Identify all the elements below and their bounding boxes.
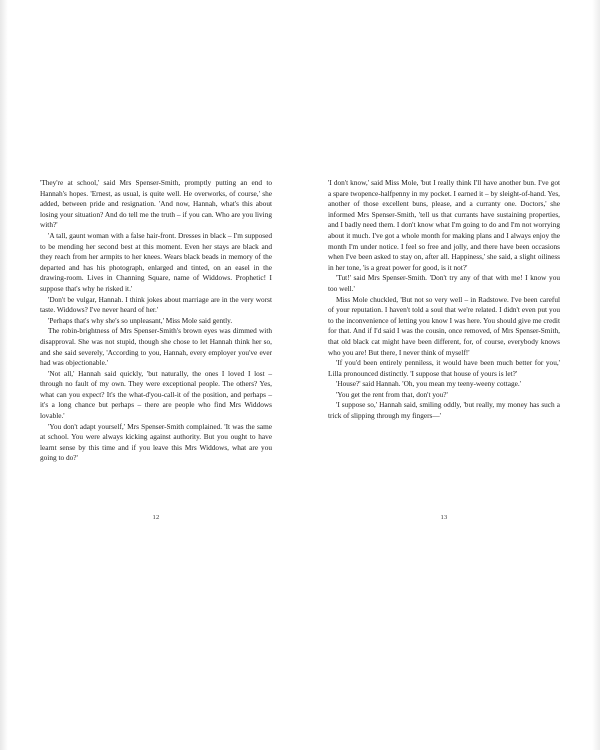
paragraph: The robin-brightness of Mrs Spenser-Smith's brown eyes was dimmed with disapproval. She was not stupid, though she chose to let Hannah think her so, and she said severely, 'According to you, Hannah, every employer you've ever had was objectionable.' xyxy=(40,326,272,368)
paragraph: 'House?' said Hannah. 'Oh, you mean my teeny-weeny cottage.' xyxy=(336,379,521,389)
right-page xyxy=(328,178,560,578)
paragraph: 'A tall, gaunt woman with a false hair-front. Dresses in black – I'm supposed to be mending her second best at this moment. Even her stays are black and they reach from her armpits to her knees. Wears black beads in memory of the departed and has his photograph, enlarged and tinted, on an easel in the drawing-room. Lives in Channing Square, name of Widdows. Prophetic! I suppose that's why he risked it.' xyxy=(40,230,272,293)
paragraph: 'Don't be vulgar, Hannah. I think jokes about marriage are in the very worst taste. Widdows? I've never heard of her.' xyxy=(40,294,272,315)
right-page-text xyxy=(328,178,560,422)
paragraph: 'You get the rent from that, don't you?' xyxy=(336,389,448,399)
paragraph: 'They're at school,' said Mrs Spenser-Smith, promptly putting an end to Hannah's hopes. 'Ernest, as usual, is quite well. He overworks, of course,' she added, between pride and resignation. 'And now, Hannah, what's this about losing your situation? And do tell me the truth – if you can. Who are you living with?' xyxy=(40,178,272,230)
paragraph: 'Perhaps that's why she's so unpleasant,' Miss Mole said gently. xyxy=(48,315,233,325)
book-spread xyxy=(0,178,600,578)
left-page xyxy=(40,178,272,578)
paragraph: 'You don't adapt yourself,' Mrs Spenser-Smith complained. 'It was the same at school. You were always kicking against authority. But you ought to have learnt sense by this time and if you leave this Mrs Widdows, what are you going to do?' xyxy=(40,421,272,463)
paragraph: 'Not all,' Hannah said quickly, 'but naturally, the ones I loved I lost – through no fault of my own. They were exceptional people. The others? Yes, what can you expect? It's the what-d'you-call-it of the position, and perhaps – it's a long chance but perhaps – there are people who find Mrs Widdows lovable.' xyxy=(40,368,272,421)
left-page-text xyxy=(40,178,272,464)
page-number: 13 xyxy=(440,514,448,521)
paragraph: 'I don't know,' said Miss Mole, 'but I really think I'll have another bun. I've got a spare twopence-halfpenny in my pocket. I earned it – by sleight-of-hand. Yes, another of those excellent buns, please, and a curranty one. Doctors,' she informed Mrs Spenser-Smith, 'tell us that currants have sustaining properties, and I badly need them. I don't know what I'm going to do and I'm not worrying about it much. I've got a whole month for making plans and I always enjoy the month I'm under notice. I feel so free and jolly, and there have been occasions when I've been asked to stay on, after all. Happiness,' she said, a slight oiliness in her tone, 'is a great power for good, is it not?' xyxy=(328,178,560,272)
paragraph: Miss Mole chuckled, 'But not so very well – in Radstowe. I've been careful of your reputation. I haven't told a soul that we're related. I didn't even put you to the inconvenience of letting you know I was here. You should give me credit for that. And if I'd said I was the cousin, once removed, of Mrs Spenser-Smith, that old black cat might have been different, for, of course, everybody knows who you are! But there, I never think of myself!' xyxy=(328,294,560,357)
page-number: 12 xyxy=(152,514,160,521)
paragraph: 'I suppose so,' Hannah said, smiling oddly, 'but really, my money has such a trick of slipping through my fingers—' xyxy=(328,400,560,421)
paragraph: 'If you'd been entirely penniless, it would have been much better for you,' Lilla pronounced distinctly. 'I suppose that house of yours is let?' xyxy=(328,358,560,378)
paragraph: 'Tut!' said Mrs Spenser-Smith. 'Don't try any of that with me! I know you too well.' xyxy=(328,273,560,293)
